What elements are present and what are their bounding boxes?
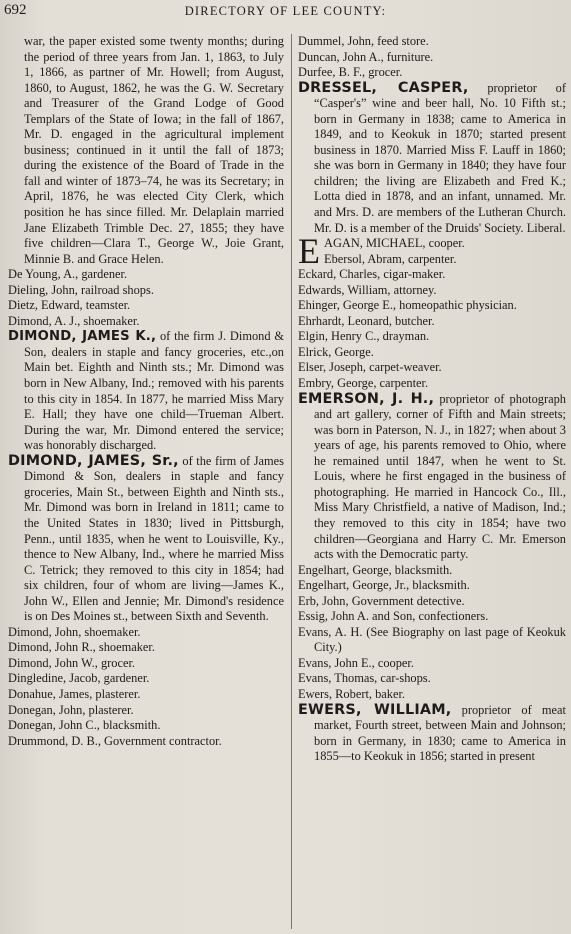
list-item: Donegan, John, plasterer. xyxy=(8,702,134,717)
list-item: Embry, George, carpenter. xyxy=(298,376,429,391)
list-item: Elrick, George. xyxy=(298,344,374,359)
biography-text: proprietor of “Casper's” wine and beer hall, No. 10 Fifth st.; born in Germany in 1838; came to America in 1849, and to Keokuk in 1870; started present business in 1870. Married Miss F. Lauff in 1860; she was born in Germany in 1840; they have four children; the living are Elizabeth and Fred K.; Lotta died in 1878, and an infant, unnamed. Mr. and Mrs. D. are members of the Lutheran Church. Mr. D. is a member of the Druids' Society. Liberal. xyxy=(314,80,566,235)
biography-text: proprietor of meat market, Fourth street, between Main and Johnson; born in Germany, in 1830; came to America in 1855—to Keokuk in 1856; started in present xyxy=(314,702,566,764)
list-item: Engelhart, George, blacksmith. xyxy=(298,562,453,577)
list-item: Dummel, John, feed store. xyxy=(298,34,429,48)
list-item: Dimond, A. J., shoemaker. xyxy=(8,313,140,328)
biography-text: proprietor of photograph and art gallery, corner of Fifth and Main streets; was born in Paterson, N. J., in 1827; when about 3 years of age, his parents removed to Ohio, where he remained until 1847, when he went to St. Louis, where he first engaged in the business of photographing. He married in Hancock Co., Ill., Miss Mary Christfield, a native of Madison, Ind.; they removed to this city in 1854; have two children—Georgiana and Harry C. Mr. Emerson acts with the Democratic party. xyxy=(314,391,566,562)
biography-emerson xyxy=(298,392,566,563)
page-number: 692 xyxy=(4,2,27,18)
list-item: Ehinger, George E., homeopathic physician. xyxy=(298,298,517,313)
list-item: Drummond, D. B., Government contractor. xyxy=(8,733,222,748)
list-item: Essig, John A. and Son, confectioners. xyxy=(298,609,489,624)
right-column xyxy=(298,34,566,765)
list-item: Elser, Joseph, carpet-weaver. xyxy=(298,360,442,375)
page-header xyxy=(0,2,571,22)
list-item: Durfee, B. F., grocer. xyxy=(298,65,403,80)
list-item: Donegan, John C., blacksmith. xyxy=(8,718,161,733)
running-title: DIRECTORY OF LEE COUNTY: xyxy=(184,4,387,18)
list-item: Edwards, William, attorney. xyxy=(298,282,437,297)
list-item: Evans, A. H. (See Biography on last page of Keokuk City.) xyxy=(298,624,566,655)
list-item: Duncan, John A., furniture. xyxy=(298,49,434,64)
biography-name: DRESSEL, CASPER, xyxy=(298,79,469,96)
biography-name: DIMOND, JAMES, Sr., xyxy=(8,452,179,469)
letter-e-section xyxy=(298,231,566,272)
continued-biography: war, the paper existed some twenty months; during the period of three years from Jan. 1, 1863, to July 1, 1866, as partner of Mr. Howell; from August, 1860, to August, 1862, he was the G. W. Secretary and Treasurer of the Grand Lodge of Good Templars of the State of Iowa; in the fall of 1867, Mr. D. engaged in the agricultural implement business; continued in it until the fall of 1873; during the existence of the Board of Trade in the fall and winter of 1873–74, he was its Secretary; in April, 1876, he was elected City Clerk, which position he has since filled. Mr. Delaplain married Jane Elizabeth Trimble Dec. 27, 1855; they have five children—Clara T., George W., Joie Grant, Minnie B. and Grace Helen. xyxy=(24,34,284,266)
column-divider xyxy=(291,34,292,929)
biography-dressel xyxy=(298,81,566,236)
list-item: Engelhart, George, Jr., blacksmith. xyxy=(298,578,470,593)
list-item: Dietz, Edward, teamster. xyxy=(8,298,131,313)
drop-cap-letter: E xyxy=(298,231,320,272)
list-item: Donahue, James, plasterer. xyxy=(8,686,141,701)
biography-dimond-james-k xyxy=(8,329,284,453)
biography-name: EWERS, WILLIAM, xyxy=(298,701,452,718)
list-item: Dimond, John, shoemaker. xyxy=(8,624,141,639)
biography-text: of the firm J. Dimond & Son, dealers in staple and fancy groceries, etc.,on Main bet. Eighth and Ninth sts.; Mr. Dimond was born in New Albany, Ind.; removed with his parents to this city in 1854. In 1877, he married Miss Mary E. Hall; they have one child—Trueman Albert. During the war, Mr. Dimond entered the service; was honorably discharged. xyxy=(24,329,284,453)
biography-dimond-james-sr xyxy=(8,454,284,625)
list-item: Eckard, Charles, cigar-maker. xyxy=(298,267,446,282)
list-item: Dingledine, Jacob, gardener. xyxy=(8,671,150,686)
biography-ewers xyxy=(298,703,566,765)
list-item: De Young, A., gardener. xyxy=(8,267,128,282)
list-item: Erb, John, Government detective. xyxy=(298,593,465,608)
list-item: AGAN, MICHAEL, cooper. xyxy=(324,236,465,251)
left-column xyxy=(8,34,284,749)
list-item: Elgin, Henry C., drayman. xyxy=(298,329,430,344)
list-item: Ewers, Robert, baker. xyxy=(298,686,406,701)
list-item: Evans, Thomas, car-shops. xyxy=(298,671,431,686)
list-item: Ebersol, Abram, carpenter. xyxy=(324,251,457,266)
list-item: Dieling, John, railroad shops. xyxy=(8,282,154,297)
list-item: Dimond, John W., grocer. xyxy=(8,655,135,670)
list-item: Evans, John E., cooper. xyxy=(298,655,414,670)
list-item: Ehrhardt, Leonard, butcher. xyxy=(298,313,435,328)
biography-text: of the firm of James Dimond & Son, dealers in staple and fancy groceries, Main St., between Eighth and Ninth sts., Mr. Dimond was born in Ireland in 1811; came to the United States in 1830; lived in Pittsburgh, Penn., until 1835, when he went to Louisville, Ky., thence to New Albany, Ind., where he married Miss C. Tetrick; they removed to this city in 1854; had six children, four of whom are living—James K., John W., Ellen and Jennie; Mr. Dimond's residence is on Des Moines st., between Sixth and Seventh. xyxy=(24,453,284,624)
list-item: Dimond, John R., shoemaker. xyxy=(8,640,155,655)
biography-name: DIMOND, JAMES K., xyxy=(8,329,157,345)
biography-name: EMERSON, J. H., xyxy=(298,390,435,407)
